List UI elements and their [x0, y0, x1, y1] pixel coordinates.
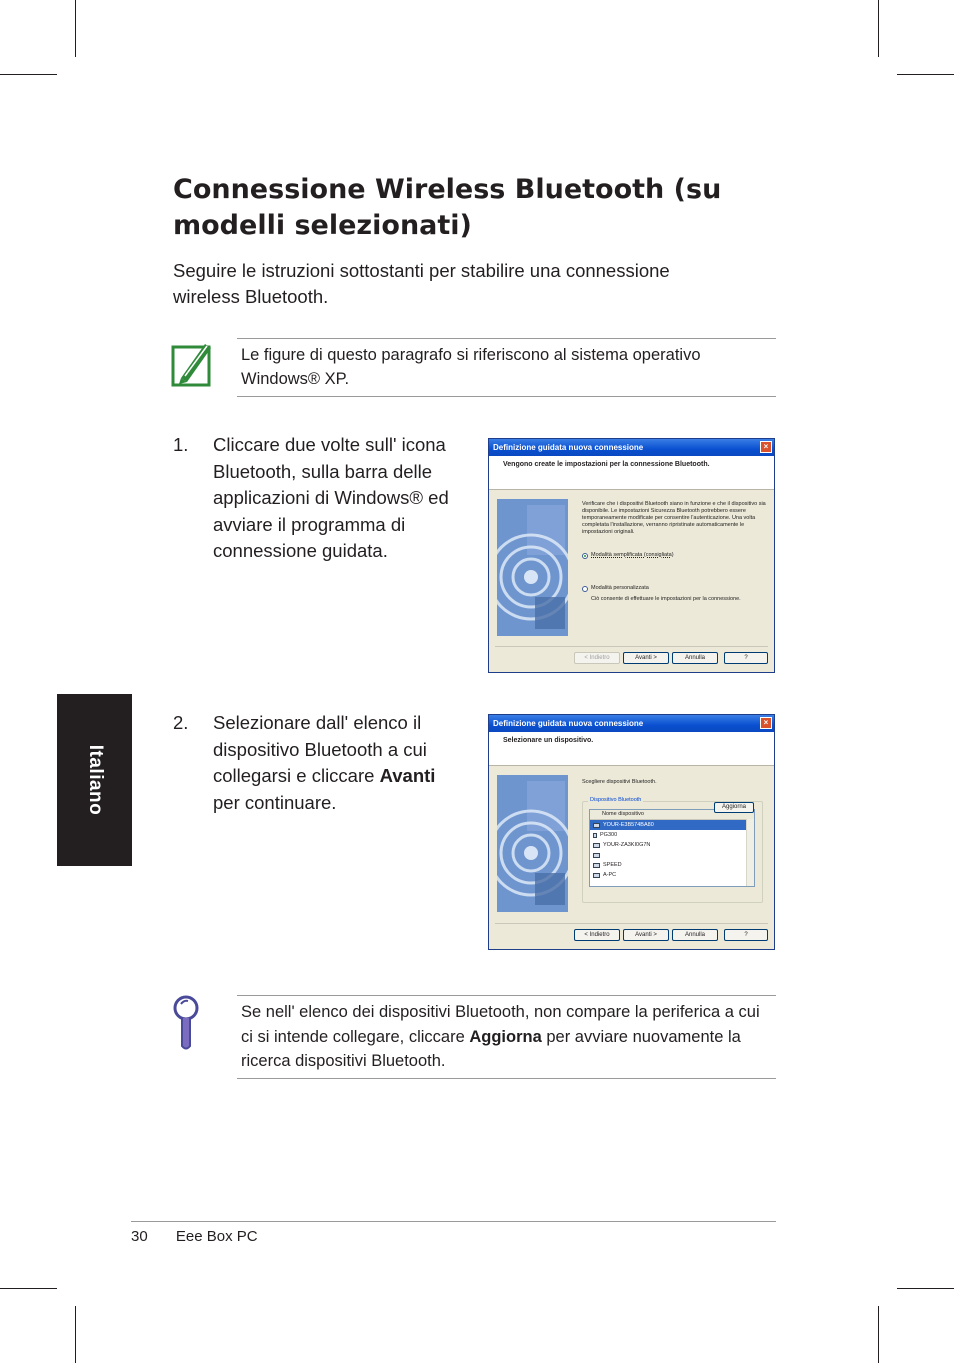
device-group	[582, 797, 763, 903]
device-name: PG300	[600, 832, 618, 838]
note-text: Le figure di questo paragrafo si riferiscono al sistema operativo Windows® XP.	[241, 346, 701, 388]
device-row[interactable]	[590, 820, 754, 830]
crop-mark	[897, 74, 954, 75]
dialog-titlebar	[489, 439, 774, 456]
list-scrollbar[interactable]	[746, 819, 754, 886]
close-icon[interactable]: ×	[760, 441, 772, 453]
dialog-buttons	[489, 652, 774, 666]
bluetooth-wizard-art	[497, 499, 568, 636]
radio-description: Ciò consente di effettuare le impostazioni per la connessione.	[591, 596, 741, 602]
computer-icon	[593, 843, 600, 848]
tip-text-bold: Aggiorna	[469, 1027, 542, 1046]
tip-text-part: Se nell' elenco dei dispositivi Bluetooth, non compare la periferica a cui ci si intende collegare, cliccare	[241, 1003, 760, 1046]
dialog-instruction: Scegliere dispositivi Bluetooth.	[582, 779, 657, 785]
back-button[interactable]: < Indietro	[574, 929, 620, 941]
dialog-title: Definizione guidata nuova connessione	[493, 719, 644, 728]
radio-custom-mode[interactable]	[582, 585, 772, 592]
tip-magnifier-icon	[170, 994, 202, 1052]
device-name: A-PC	[603, 872, 617, 878]
tip-box	[237, 995, 776, 1079]
crop-mark	[878, 1306, 879, 1363]
cancel-button[interactable]: Annulla	[672, 929, 718, 941]
divider	[495, 646, 768, 647]
refresh-button[interactable]: Aggiorna	[714, 802, 754, 813]
step-text	[213, 710, 465, 816]
step-number: 2.	[173, 712, 189, 733]
radio-unselected-icon	[582, 586, 588, 592]
phone-icon	[593, 833, 597, 838]
page-title: Connessione Wireless Bluetooth (su modelli selezionati)	[173, 174, 722, 241]
note-box	[237, 338, 776, 397]
crop-mark	[878, 0, 879, 57]
tip-text	[241, 1000, 773, 1074]
device-row[interactable]	[590, 830, 754, 840]
crop-mark	[0, 74, 57, 75]
next-button[interactable]: Avanti >	[623, 929, 669, 941]
tip-text-part: per avviare nuovamente la ricerca dispositivi Bluetooth.	[241, 1027, 741, 1070]
device-list[interactable]	[589, 809, 755, 887]
page-number: 30	[131, 1228, 148, 1245]
dialog-buttons	[489, 929, 774, 943]
radio-simple-mode[interactable]	[582, 552, 772, 559]
device-row[interactable]	[590, 870, 754, 880]
device-name: YOUR-ZA3KI0G7N	[603, 842, 651, 848]
step-number: 1.	[173, 434, 189, 455]
step-text-bold: Avanti	[379, 765, 436, 786]
device-name: SPEED	[603, 862, 622, 868]
device-row[interactable]	[590, 840, 754, 850]
bluetooth-wizard-art	[497, 775, 568, 912]
computer-icon	[593, 873, 600, 878]
footer-divider	[131, 1221, 776, 1222]
product-name: Eee Box PC	[175, 1228, 258, 1245]
radio-label: Modalità personalizzata	[591, 585, 649, 591]
divider	[495, 923, 768, 924]
back-button[interactable]: < Indietro	[574, 652, 620, 664]
crop-mark	[897, 1288, 954, 1289]
step-text-part: per continuare.	[213, 791, 337, 813]
dialog-titlebar	[489, 715, 774, 732]
note-pencil-icon	[171, 338, 213, 388]
step-text: Cliccare due volte sull' icona Bluetooth, sulla barra delle applicazioni di Windows® ed avviare il programma di connessione guidata.	[213, 434, 449, 561]
computer-icon	[593, 853, 600, 858]
cancel-button[interactable]: Annulla	[672, 652, 718, 664]
crop-mark	[75, 0, 76, 57]
radio-selected-icon	[582, 553, 588, 559]
column-header[interactable]: Nome dispositivo	[590, 810, 754, 820]
computer-icon	[593, 823, 600, 828]
language-side-tab	[57, 694, 132, 866]
crop-mark	[0, 1288, 57, 1289]
help-button[interactable]: ?	[724, 652, 768, 664]
page-footer	[131, 1228, 258, 1246]
help-button[interactable]: ?	[724, 929, 768, 941]
device-row[interactable]	[590, 850, 754, 860]
dialog-body	[582, 501, 772, 603]
next-button[interactable]: Avanti >	[623, 652, 669, 664]
crop-mark	[75, 1306, 76, 1363]
wizard-dialog-step1	[488, 438, 775, 673]
dialog-header: Vengono create le impostazioni per la connessione Bluetooth.	[489, 456, 774, 490]
computer-icon	[593, 863, 600, 868]
step-text-part: Selezionare dall' elenco il dispositivo Bluetooth a cui collegarsi e cliccare	[213, 712, 427, 786]
radio-label: Modalità semplificata (consigliata)	[591, 552, 674, 558]
device-row[interactable]	[590, 860, 754, 870]
group-label: Dispositivo Bluetooth	[590, 797, 642, 803]
wizard-dialog-step2	[488, 714, 775, 950]
close-icon[interactable]: ×	[760, 717, 772, 729]
side-tab-label: Italiano	[84, 744, 106, 816]
device-name: YOUR-E3B574BA80	[603, 822, 654, 828]
intro-text: Seguire le istruzioni sottostanti per stabilire una connessione wireless Bluetooth.	[173, 260, 670, 307]
dialog-title: Definizione guidata nuova connessione	[493, 443, 644, 452]
dialog-description: Verificare che i dispositivi Bluetooth siano in funzione e che il dispositivo sia disponibile. Le impostazioni Sicurezza Bluetooth potrebbero essere temporaneamente modificate per consentire l'autenticazione. Una volta completata l'installazione, verranno ripristinate automaticamente le impostazioni originali.	[582, 501, 766, 535]
dialog-header: Selezionare un dispositivo.	[489, 732, 774, 766]
